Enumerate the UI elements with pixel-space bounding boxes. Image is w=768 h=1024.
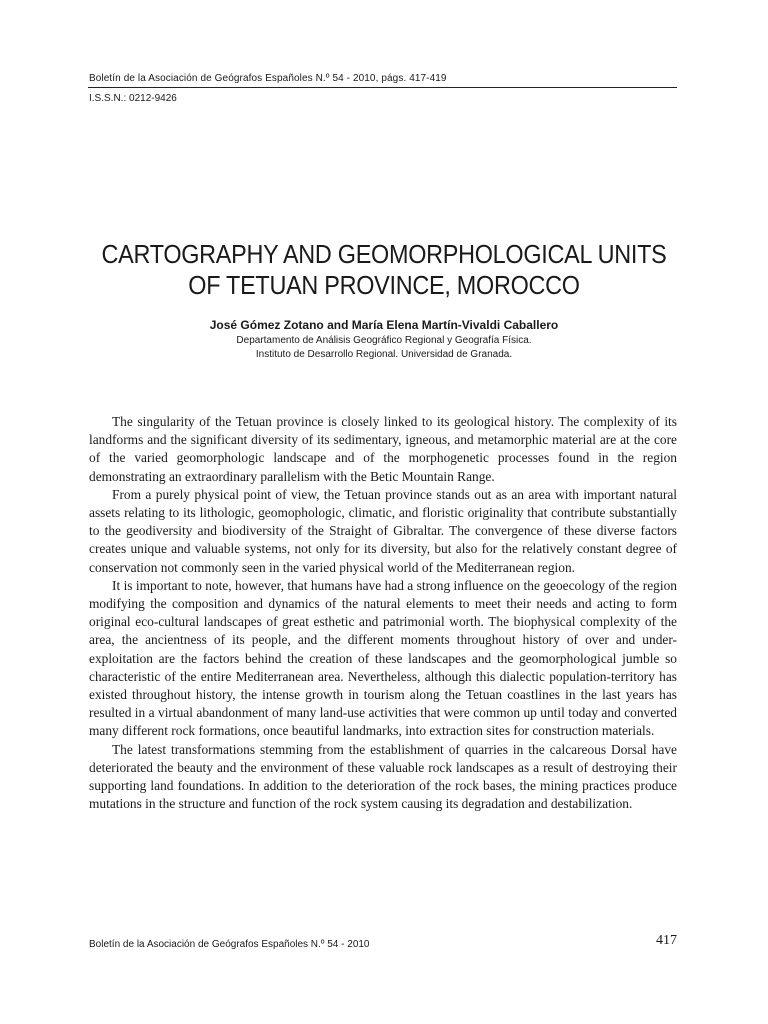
article-title-line-1: CARTOGRAPHY AND GEOMORPHOLOGICAL UNITS — [101, 239, 667, 270]
affiliation-line-2: Instituto de Desarrollo Regional. Universidad de Granada. — [255, 349, 513, 360]
author-list: José Gómez Zotano and María Elena Martín-Vivaldi Caballero — [209, 318, 559, 332]
running-header: Boletín de la Asociación de Geógrafos Españoles N.º 54 - 2010, págs. 417-419 — [89, 73, 447, 84]
article-body — [89, 413, 677, 813]
header-divider — [88, 87, 677, 88]
body-paragraph-3: It is important to note, however, that humans have had a strong influence on the geoecology of the region modifying the composition and dynamics of the natural elements to meet their needs and acting to form original eco-cultural landscapes of great esthetic and patrimonial worth. The biophysical complexity of the area, the ancientness of its people, and the different moments throughout history of over and under- exploitation are the factors behind the creation of these landscapes and the geomorphological jumble so characteristic of the entire Mediterranean area. Nevertheless, although this dialectic population-territory has existed throughout history, the intense growth in tourism along the Tetuan coastlines in the last years has resulted in a virtual abandonment of many land-use activities that were common up until today and converted many different rock formations, once beautiful landmarks, into extraction sites for construction materials. — [89, 577, 677, 739]
article-title-line-2: OF TETUAN PROVINCE, MOROCCO — [188, 270, 580, 301]
body-paragraph-2: From a purely physical point of view, the Tetuan province stands out as an area with important natural assets relating to its lithologic, geomophologic, climatic, and floristic originality that contribute substantially to the geodiversity and biodiversity of the Straight of Gibraltar. The convergence of these diverse factors creates unique and valuable systems, not only for its diversity, but also for the relatively constant degree of conservation not commonly seen in the varied physical world of the Mediterranean region. — [89, 486, 677, 575]
body-paragraph-4: The latest transformations stemming from the establishment of quarries in the calcareous Dorsal have deteriorated the beauty and the environment of these valuable rock landscapes as a result of destroying their supporting land foundations. In addition to the deterioration of the rock bases, the mining practices produce mutations in the structure and function of the rock system causing its degradation and destabilization. — [89, 741, 677, 812]
affiliation-line-1: Departamento de Análisis Geográfico Regional y Geografía Física. — [236, 335, 532, 346]
page-number: 417 — [656, 933, 677, 948]
issn-line: I.S.S.N.: 0212-9426 — [89, 93, 177, 104]
body-paragraph-1: The singularity of the Tetuan province is closely linked to its geological history. The complexity of its landforms and the significant diversity of its sedimentary, igneous, and metamorphic material are at the core of the varied geomorphologic landscape and of the morphogenetic processes found in the region demonstrating an extraordinary parallelism with the Betic Mountain Range. — [89, 414, 677, 484]
running-footer: Boletín de la Asociación de Geógrafos Españoles N.º 54 - 2010 — [89, 939, 370, 950]
